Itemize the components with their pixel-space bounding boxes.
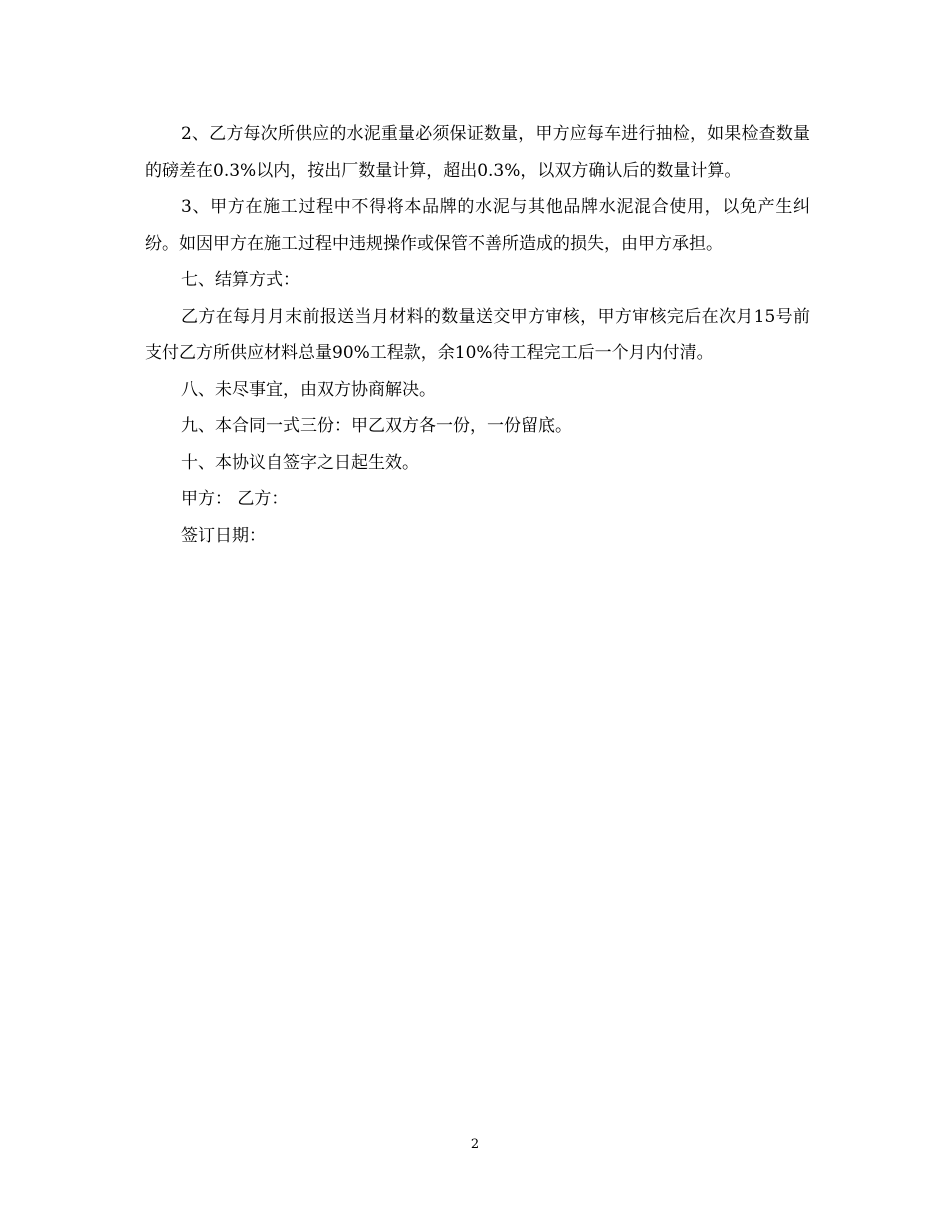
signing-date: 签订日期：	[181, 525, 266, 546]
clause-3-no-mixing: 3、甲方在施工过程中不得将本品牌的水泥与其他品牌水泥混合使用，以免产生纠纷。如因甲方在施工过程中违规操作或保管不善所造成的损失，由甲方承担。	[145, 197, 810, 254]
page-number: 2	[470, 1137, 480, 1152]
section-9: 九、本合同一式三份：甲乙双方各一份，一份留底。	[181, 416, 572, 436]
section-10: 十、本协议自签字之日起生效。	[181, 452, 419, 473]
signature-parties: 甲方： 乙方：	[181, 489, 289, 509]
section-8: 八、未尽事宜，由双方协商解决。	[181, 379, 436, 400]
section-7-settlement-text: 乙方在每月月末前报送当月材料的数量送交甲方审核，甲方审核完后在次月15号前支付乙方所供应材料总量90%工程款，余10%待工程完工后一个月内付清。	[145, 306, 810, 363]
section-7-heading: 七、结算方式：	[181, 270, 300, 290]
clause-2-weight-check: 2、乙方每次所供应的水泥重量必须保证数量，甲方应每车进行抽检，如果检查数量的磅差在0.3%以内，按出厂数量计算，超出0.3%，以双方确认后的数量计算。	[145, 124, 810, 181]
document-body	[145, 116, 810, 554]
